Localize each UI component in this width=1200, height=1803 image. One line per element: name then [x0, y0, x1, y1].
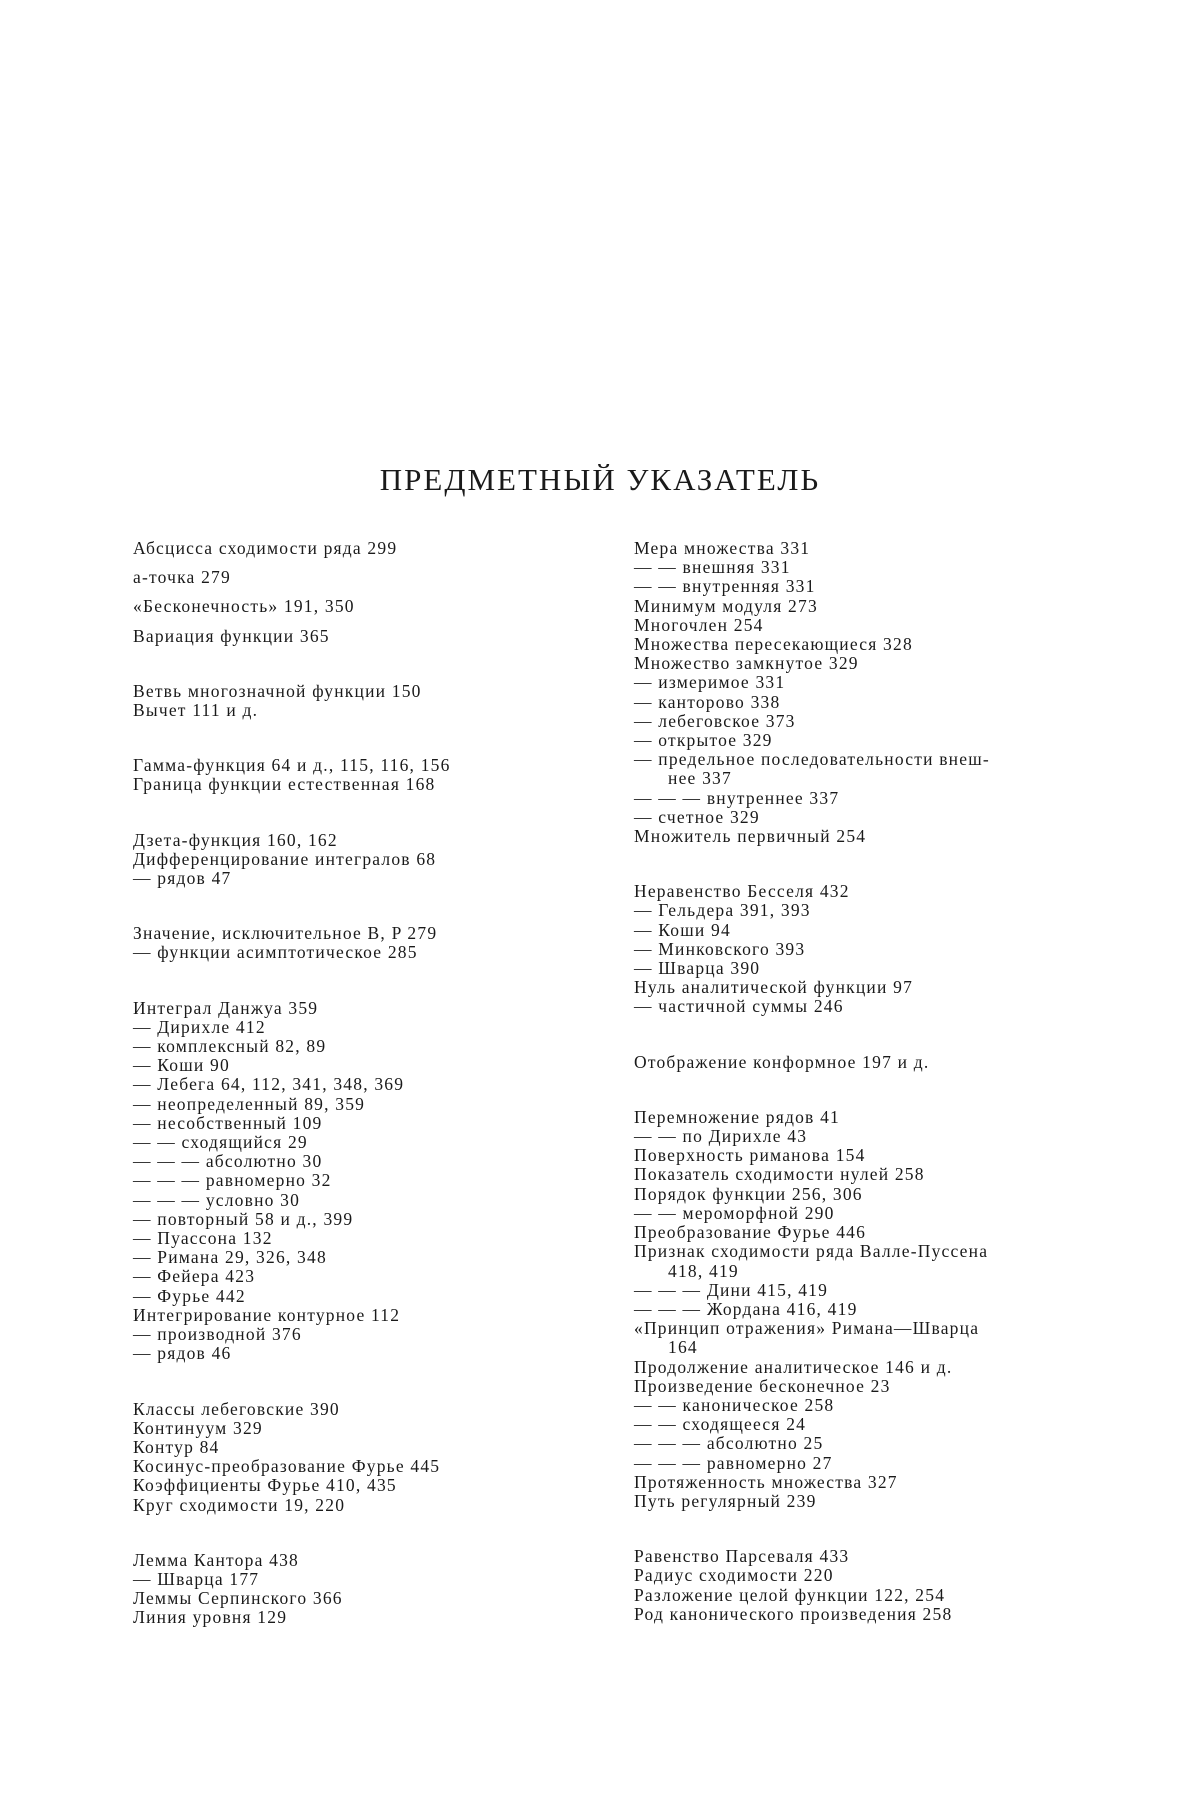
index-entry: Преобразование Фурье 446 — [634, 1222, 867, 1243]
group-spacer — [634, 1511, 1104, 1547]
index-entry: Множитель первичный 254 — [634, 826, 867, 847]
index-entry: Классы лебеговские 390 — [133, 1398, 340, 1419]
index-entry: — частичной суммы 246 — [634, 996, 844, 1017]
index-entry: — Римана 29, 326, 348 — [133, 1247, 327, 1268]
index-entry: Лемма Кантора 438 — [133, 1549, 299, 1570]
index-entry: Перемножение рядов 41 — [634, 1106, 840, 1127]
index-entry: — — — абсолютно 25 — [634, 1433, 824, 1454]
index-entry: — — сходящееся 24 — [634, 1414, 807, 1435]
index-entry: Вариация функции 365 — [133, 625, 330, 646]
index-column-right — [634, 539, 1104, 1624]
index-entry: Граница функции естественная 168 — [133, 774, 436, 795]
index-entry: Гамма-функция 64 и д., 115, 116, 156 — [133, 755, 451, 776]
index-entry: Круг сходимости 19, 220 — [133, 1494, 346, 1515]
index-entry: — — — условно 30 — [133, 1189, 301, 1210]
index-entry: — — внутренняя 331 — [634, 576, 816, 597]
index-entry: Вычет 111 и д. — [133, 700, 259, 721]
index-group — [133, 682, 603, 720]
index-entry: Показатель сходимости нулей 258 — [634, 1164, 925, 1185]
index-entry: — счетное 329 — [634, 806, 760, 827]
index-entry: Множества пересекающиеся 328 — [634, 634, 913, 655]
index-entry: Дифференцирование интегралов 68 — [133, 848, 437, 869]
index-entry: — канторово 338 — [634, 691, 781, 712]
index-entry: — — по Дирихле 43 — [634, 1126, 808, 1147]
index-entry: Радиус сходимости 220 — [634, 1565, 834, 1586]
index-entry: Произведение бесконечное 23 — [634, 1375, 891, 1396]
index-entry: «Бесконечность» 191, 350 — [133, 596, 355, 617]
index-entry: «Принцип отражения» Римана—Шварца — [634, 1318, 980, 1339]
index-group — [634, 1053, 1104, 1072]
index-entry: Леммы Серпинского 366 — [133, 1588, 343, 1609]
index-entry: Линия уровня 129 — [133, 1607, 288, 1628]
index-entry: — Лебега 64, 112, 341, 348, 369 — [133, 1074, 405, 1095]
index-column-left — [133, 539, 603, 1628]
index-entry: — предельное последовательности внеш- — [634, 749, 990, 770]
index-entry: — неопределенный 89, 359 — [133, 1093, 366, 1114]
group-spacer — [634, 846, 1104, 882]
group-spacer — [133, 888, 603, 924]
index-entry: Минимум модуля 273 — [634, 595, 818, 616]
index-entry: Отображение конформное 197 и д. — [634, 1051, 930, 1072]
index-group — [634, 1547, 1104, 1624]
index-entry: Нуль аналитической функции 97 — [634, 977, 914, 998]
index-entry: — Дирихле 412 — [133, 1016, 266, 1037]
index-group — [133, 627, 603, 646]
index-entry: Множество замкнутое 329 — [634, 653, 859, 674]
index-entry: Ветвь многозначной функции 150 — [133, 680, 422, 701]
index-entry: Контур 84 — [133, 1436, 220, 1457]
index-entry: — — — Дини 415, 419 — [634, 1279, 829, 1300]
index-entry: Равенство Парсеваля 433 — [634, 1546, 850, 1567]
group-spacer — [133, 1515, 603, 1551]
index-group — [133, 924, 603, 962]
index-entry: Мера множества 331 — [634, 538, 811, 558]
index-entry: Порядок функции 256, 306 — [634, 1183, 863, 1204]
index-entry: — — — внутреннее 337 — [634, 787, 840, 808]
index-entry: — рядов 46 — [133, 1343, 232, 1364]
index-entry: Признак сходимости ряда Валле-Пуссена — [634, 1241, 989, 1262]
index-entry: — лебеговское 373 — [634, 710, 796, 731]
index-entry: Абсцисса сходимости ряда 299 — [133, 538, 398, 558]
index-entry: — функции асимптотическое 285 — [133, 942, 418, 963]
group-spacer — [634, 1017, 1104, 1053]
index-entry: — производной 376 — [133, 1324, 302, 1345]
index-entry: — — — Жордана 416, 419 — [634, 1298, 858, 1319]
index-entry: — — — равномерно 27 — [634, 1452, 833, 1473]
group-spacer — [133, 1364, 603, 1400]
group-spacer — [634, 1072, 1104, 1108]
index-entry: — — внешняя 331 — [634, 557, 791, 578]
index-entry: — открытое 329 — [634, 730, 773, 751]
index-entry: — Гельдера 391, 393 — [634, 900, 811, 921]
index-group — [133, 756, 603, 794]
index-group — [133, 568, 603, 587]
index-entry: — — — абсолютно 30 — [133, 1151, 323, 1172]
index-group — [634, 882, 1104, 1016]
group-spacer — [133, 720, 603, 756]
index-entry: Континуум 329 — [133, 1417, 263, 1438]
index-entry: 418, 419 — [668, 1260, 739, 1281]
index-entry: — несобственный 109 — [133, 1112, 323, 1133]
index-entry: Поверхность римановa 154 — [634, 1145, 866, 1166]
index-entry: Дзета-функция 160, 162 — [133, 829, 338, 850]
index-entry: — — каноническое 258 — [634, 1394, 835, 1415]
index-entry: — Коши 94 — [634, 919, 731, 940]
index-entry: Продолжение аналитическое 146 и д. — [634, 1356, 953, 1377]
index-entry: Интеграл Данжуа 359 — [133, 997, 319, 1018]
index-entry: 164 — [668, 1337, 698, 1358]
group-spacer — [133, 795, 603, 831]
index-entry: — Шварца 177 — [133, 1568, 260, 1589]
index-entry: Разложение целой функции 122, 254 — [634, 1584, 946, 1605]
index-entry: Неравенство Бесселя 432 — [634, 881, 850, 902]
index-entry: Многочлен 254 — [634, 614, 764, 635]
index-entry: Значение, исключительное B, P 279 — [133, 923, 438, 944]
index-group — [634, 539, 1104, 846]
index-entry: — Шварца 390 — [634, 958, 761, 979]
index-group — [133, 1551, 603, 1628]
index-entry: a-точка 279 — [133, 567, 231, 588]
index-entry: — — мероморфной 290 — [634, 1202, 835, 1223]
index-group — [133, 1400, 603, 1515]
index-entry: Путь регулярный 239 — [634, 1490, 817, 1511]
index-entry: — измеримое 331 — [634, 672, 786, 693]
index-entry: — Фейера 423 — [133, 1266, 256, 1287]
index-group — [634, 1108, 1104, 1511]
index-entry: Косинус-преобразование Фурье 445 — [133, 1456, 441, 1477]
index-entry: Протяженность множества 327 — [634, 1471, 898, 1492]
page-title: ПРЕДМЕТНЫЙ УКАЗАТЕЛЬ — [379, 462, 821, 497]
index-entry: — — сходящийся 29 — [133, 1132, 308, 1153]
index-entry: нее 337 — [668, 768, 732, 789]
index-group — [133, 999, 603, 1364]
index-entry: — — — равномерно 32 — [133, 1170, 332, 1191]
index-group — [133, 597, 603, 616]
group-spacer — [133, 963, 603, 999]
index-entry: — повторный 58 и д., 399 — [133, 1208, 354, 1229]
index-entry: Интегрирование контурное 112 — [133, 1304, 401, 1325]
index-group — [133, 831, 603, 889]
index-entry: Род канонического произведения 258 — [634, 1603, 953, 1624]
index-entry: — Фурье 442 — [133, 1285, 246, 1306]
index-entry: — Коши 90 — [133, 1055, 230, 1076]
index-entry: — Пуассона 132 — [133, 1228, 273, 1249]
index-group — [133, 539, 603, 558]
index-entry: Коэффициенты Фурье 410, 435 — [133, 1475, 397, 1496]
index-entry: — рядов 47 — [133, 868, 232, 889]
group-spacer — [133, 646, 603, 682]
index-entry: — комплексный 82, 89 — [133, 1036, 327, 1057]
index-entry: — Минковского 393 — [634, 938, 806, 959]
